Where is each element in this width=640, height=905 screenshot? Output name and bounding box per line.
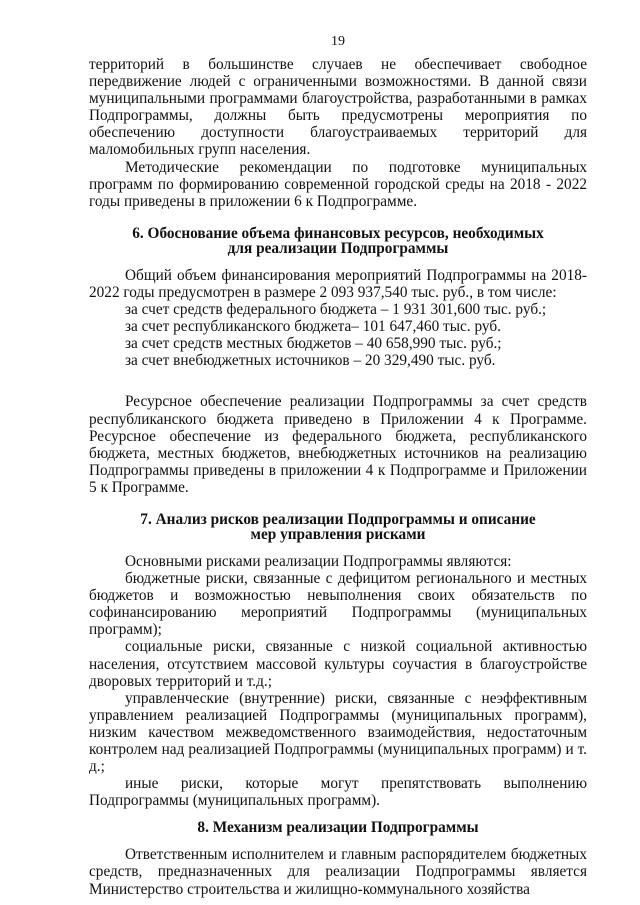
funding-item-republic: за счет республиканского бюджета– 101 647,460 тыс. руб. (125, 318, 501, 336)
section-7-intro: Основными рисками реализации Подпрограммы являются: (125, 552, 512, 570)
funding-item-federal: за счет средств федерального бюджета – 1 931 301,600 тыс. руб.; (125, 301, 547, 319)
risk-management: управленческие (внутренние) риски, связанные с неэффективным управлением реализацией Подпрограммы (муниципальных программ), низким качеством межведомственного взаимодействия, недостаточным контролем над реализацией Подпрограммы (муниципальных программ) и т. д.; (89, 689, 587, 776)
intro-paragraph-1: территорий в большинстве случаев не обеспечивает свободное передвижение людей с ограниченными возможностями. В данной связи муниципальными программами благоустройства, разработанными в рамках Подпрограммы, должны быть предусмотрены мероприятия по обеспечению доступности благоустраиваемых территорий для маломобильных групп населения. (89, 56, 587, 159)
risk-budget: бюджетные риски, связанные с дефицитом регионального и местных бюджетов и возможностью невыполнения своих обязательств по софинансированию мероприятий Подпрограммы (муниципальных программ); (89, 570, 587, 639)
section-6-heading-line-2: для реализации Подпрограммы (227, 239, 449, 257)
section-6-paragraph-1: Общий объем финансирования мероприятий Подпрограммы на 2018-2022 годы предусмотрен в размере 2 093 937,540 тыс. руб., в том числе: (89, 266, 587, 301)
section-7-heading (89, 512, 587, 542)
section-7-heading-line-1: 7. Анализ рисков реализации Подпрограммы и описание (140, 510, 536, 528)
section-6-paragraph-2: Ресурсное обеспечение реализации Подпрограммы за счет средств республиканского бюджета приведено в Приложении 4 к Программе. Ресурсное обеспечение из федерального бюджета, республиканского бюджета, местных бюджетов, внебюджетных источников на реализацию Подпрограммы приведены в приложении 4 к Подпрограмме и Приложении 5 к Программе. (89, 393, 587, 496)
section-6-heading-line-1: 6. Обоснование объема финансовых ресурсов, необходимых (132, 224, 544, 242)
risk-other: иные риски, которые могут препятствовать выполнению Подпрограммы (муниципальных программ). (89, 775, 587, 810)
section-8-paragraph-1: Ответственным исполнителем и главным распорядителем бюджетных средств, предназначенных для реализации Подпрограммы является Министерство строительства и жилищно-коммунального хозяйства (89, 846, 587, 898)
intro-paragraph-2: Методические рекомендации по подготовке муниципальных программ по формированию современной городской среды на 2018 - 2022 годы приведены в приложении 6 к Подпрограмме. (89, 158, 587, 210)
risk-social: социальные риски, связанные с низкой социальной активностью населения, отсутствием массовой культуры соучастия в благоустройстве дворовых территорий и т.д.; (89, 638, 587, 690)
section-8-heading (89, 820, 587, 835)
section-6-heading (89, 226, 587, 256)
funding-item-extrabudgetary: за счет внебюджетных источников – 20 329,490 тыс. руб. (125, 352, 496, 370)
section-8-heading-line: 8. Механизм реализации Подпрограммы (197, 819, 479, 837)
funding-item-local: за счет средств местных бюджетов – 40 658,990 тыс. руб.; (125, 335, 502, 353)
page-number: 19 (331, 34, 345, 49)
section-7-heading-line-2: мер управления рисками (250, 525, 426, 543)
document-page (89, 34, 587, 898)
